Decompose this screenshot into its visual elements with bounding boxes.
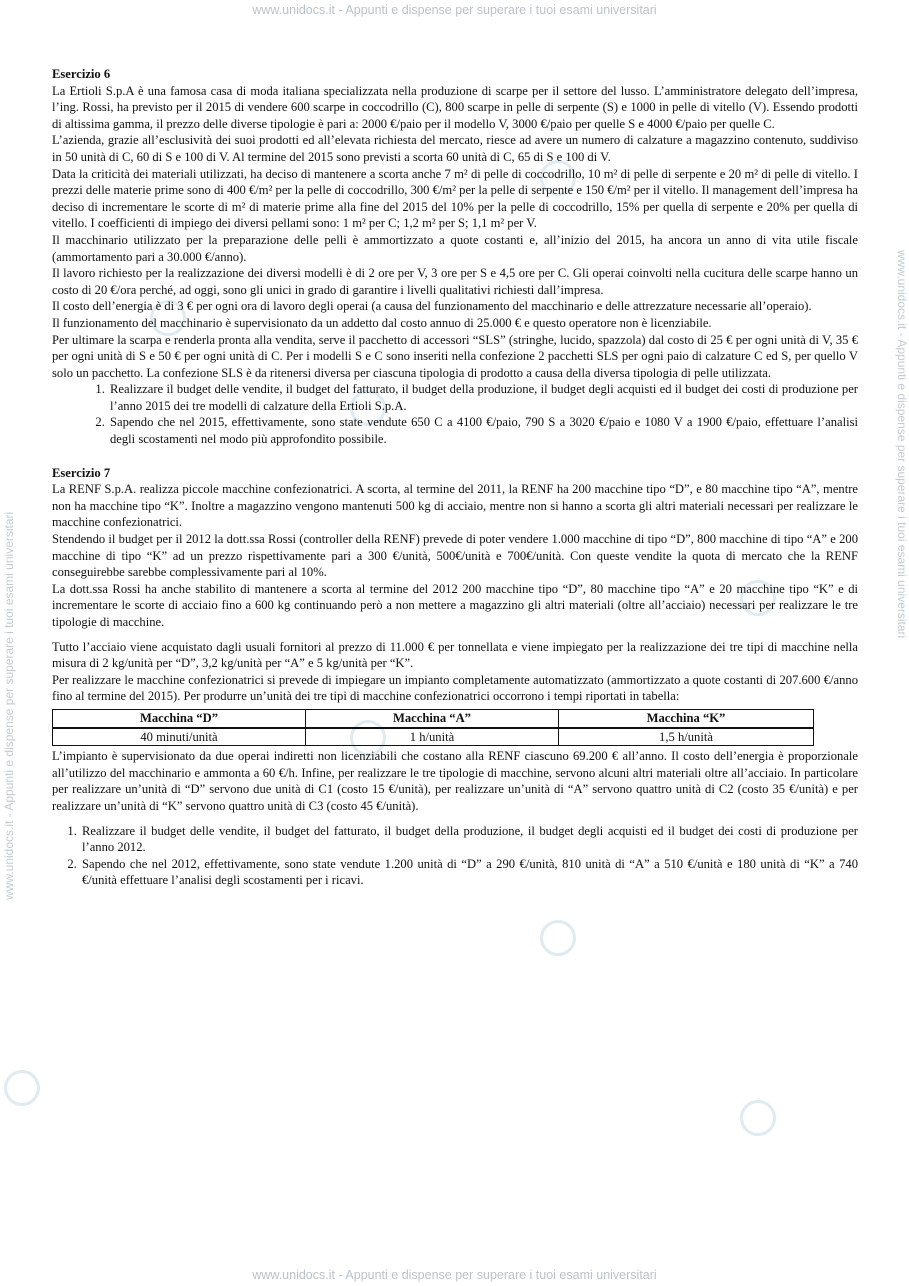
exercise-7-paragraph: La dott.ssa Rossi ha anche stabilito di mantenere a scorta al termine del 2012 200 macchine tipo “D”, 80 macchine tipo “A” e 20 macchine tipo “K” e di incrementare le scorte di acciaio fino a 600 kg continuando però a non mettere a magazzino gli altri materiali (oltre all’acciaio) necessari per realizzare le tre tipologie di macchine. [52, 581, 858, 629]
exercise-7-paragraph: La RENF S.p.A. realizza piccole macchine confezionatrici. A scorta, al termine del 2011, la RENF ha 200 macchine tipo “D”, e 80 macchine tipo “A”, mentre non ha macchine tipo “K”. Inoltre a magazzino vengono mantenuti 500 kg di acciaio, mentre non si hanno a scorta gli altri materiali necessari per realizzare le macchine confezionatrici. [52, 482, 858, 530]
table-header-cell: Macchina “K” [558, 709, 813, 727]
table-row [53, 728, 814, 746]
question-item: 1. Realizzare il budget delle vendite, il budget del fatturato, il budget della produzione, il budget degli acquisti ed il budget dei costi di produzione per l’anno 2012. [80, 823, 858, 856]
exercise-6-paragraph: Data la criticità dei materiali utilizzati, ha deciso di mantenere a scorta anche 7 m² di pelle di coccodrillo, 10 m² di pelle di serpente e 20 m² di pelle di vitello. I prezzi delle materie prime sono di 400 €/m² per la pelle di coccodrillo, 300 €/m² per la pelle di serpente e 150 €/m² per il vitello. Il management dell’impresa ha deciso di incrementare le scorte di m² di materie prime alla fine del 2015 del 10% per la pelle di coccodrillo, 15% per quella di serpente e 20% per quella di vitello. I coefficienti di impiego dei diversi pellami sono: 1 m² per C; 1,2 m² per S; 1,1 m² per V. [52, 166, 858, 231]
exercise-6-paragraph: La Ertioli S.p.A è una famosa casa di moda italiana specializzata nella produzione di scarpe per il settore del lusso. L’amministratore delegato dell’impresa, l’ing. Rossi, ha previsto per il 2015 di vendere 600 scarpe in coccodrillo (C), 800 scarpe in pelle di serpente (S) e 1000 in pelle di vitello (V). Essendo prodotti di altissima gamma, il prezzo delle diverse tipologie è pari a: 2000 €/paio per il modello V, 3000 €/paio per quelle S e 4000 €/paio per quelle C. [52, 83, 858, 131]
watermark-left-text: www.unidocs.it - Appunti e dispense per superare i tuoi esami universitari [2, 511, 16, 900]
exercise-6-paragraph: Il lavoro richiesto per la realizzazione dei diversi modelli è di 2 ore per V, 3 ore per S e 4,5 ore per C. Gli operai coinvolti nella cucitura delle scarpe hanno un costo di 20 €/ora perché, ad oggi, sono gli unici in grado di garantire i livelli qualitativi richiesti dall’impresa. [52, 266, 858, 297]
table-cell: 40 minuti/unità [53, 728, 306, 746]
exercise-7-questions [52, 823, 858, 889]
watermark-footer: www.unidocs.it - Appunti e dispense per superare i tuoi esami universitari [252, 1268, 657, 1282]
question-item: 1. Realizzare il budget delle vendite, il budget del fatturato, il budget della produzione, il budget degli acquisti ed il budget dei costi di produzione per l’anno 2015 dei tre modelli di calzature della Ertioli S.p.A. [108, 381, 858, 414]
exercise-7-title: Esercizio 7 [52, 465, 111, 480]
exercise-6-paragraph: Il costo dell’energia è di 3 € per ogni ora di lavoro degli operai (a causa del funzionamento del macchinario e delle attrezzature necessarie all’operaio). [52, 299, 812, 314]
exercise-7-paragraph: Tutto l’acciaio viene acquistato dagli usuali fornitori al prezzo di 11.000 € per tonnellata e viene impiegato per la realizzazione dei tre tipi di macchine nella misura di 2 kg/unità per “D”, 3,2 kg/unità per “A” e 5 kg/unità per “K”. [52, 639, 858, 671]
watermark-left [2, 250, 14, 900]
exercise-6-paragraph: Il funzionamento del macchinario è supervisionato da un addetto dal costo annuo di 25.000 € e questo operatore non è licenziabile. [52, 315, 712, 330]
exercise-6-questions [52, 381, 858, 447]
table-cell: 1 h/unità [305, 728, 558, 746]
document-body [52, 66, 858, 889]
exercise-7-paragraph: L’impianto è supervisionato da due operai indiretti non licenziabili che costano alla RENF ciascuno 69.200 € all’anno. Il costo dell’energia è proporzionale all’utilizzo del macchinario e ammonta a 60 €/h. Infine, per realizzare le tre tipologie di macchine, servono alcuni altri materiali oltre all’acciaio. In particolare per realizzare un’unità di “D” servono due unità di C1 (costo 15 €/unità), per realizzare un’unità di “A” servono quattro unità di C2 (costo 35 €/unità) e per realizzare un’unità di “K” servono quattro unità di C3 (costo 45 €/unità). [52, 749, 858, 813]
exercise-6-paragraph: Il macchinario utilizzato per la preparazione delle pelli è ammortizzato a quote costanti e, all’inizio del 2015, ha ancora un anno di vita utile fiscale (ammortamento pari a 30.000 €/anno). [52, 232, 858, 264]
watermark-header: www.unidocs.it - Appunti e dispense per superare i tuoi esami universitari [252, 3, 657, 17]
watermark-logo-icon [740, 1100, 776, 1136]
exercise-7-paragraph: Stendendo il budget per il 2012 la dott.ssa Rossi (controller della RENF) prevede di poter vendere 1.000 macchine di tipo “D”, 800 macchine di tipo “A” e 200 macchine di tipo “K” ad un prezzo rispettivamente pari a 300 €/unità, 500€/unità e 700€/unità. Con queste vendite la quota di mercato che la RENF conseguirebbe sarebbe complessivamente pari al 10%. [52, 532, 858, 580]
table-header-cell: Macchina “A” [305, 709, 558, 727]
watermark-logo-icon [4, 1070, 40, 1106]
exercise-7-paragraph: Per realizzare le macchine confezionatrici si prevede di impiegare un impianto completamente automatizzato (ammortizzato a quote costanti di 207.600 €/anno fino al termine del 2015). Per produrre un’unità dei tre tipi di macchine confezionatrici occorrono i tempi riportati in tabella: [52, 672, 858, 704]
machine-times-table [52, 709, 814, 746]
table-header-cell: Macchina “D” [53, 709, 306, 727]
table-header-row [53, 709, 814, 727]
question-item: 2. Sapendo che nel 2012, effettivamente, sono state vendute 1.200 unità di “D” a 290 €/unità, 810 unità di “A” a 510 €/unità e 180 unità di “K” a 740 €/unità effettuare l’analisi degli scostamenti per i ricavi. [80, 856, 858, 889]
exercise-6-paragraph: L’azienda, grazie all’esclusività dei suoi prodotti ed all’elevata richiesta del mercato, riesce ad avere un numero di calzature a magazzino contenuto, suddiviso in 50 unità di C, 60 di S e 100 di V. Al termine del 2015 sono previsti a scorta 60 unità di C, 65 di S e 100 di V. [52, 133, 858, 164]
exercise-6-title: Esercizio 6 [52, 67, 111, 81]
watermark-right-text: www.unidocs.it - Appunti e dispense per superare i tuoi esami universitari [895, 250, 909, 639]
watermark-right [895, 250, 907, 900]
exercise-6-paragraph: Per ultimare la scarpa e renderla pronta alla vendita, serve il pacchetto di accessori “SLS” (stringhe, lucido, spazzola) dal costo di 25 € per ogni unità di V, 35 € per ogni unità di S e 50 € per ogni unità di C. Per i modelli S e C sono inseriti nella confezione 2 pacchetti SLS per ogni paio di calzature C ed S, per quello V solo un pacchetto. La confezione SLS è da ritenersi diversa per ciascuna tipologia di prodotto a causa della diversa tipologia di pelle utilizzata. [52, 332, 858, 380]
table-cell: 1,5 h/unità [558, 728, 813, 746]
watermark-logo-icon [540, 920, 576, 956]
question-item: 2. Sapendo che nel 2015, effettivamente, sono state vendute 650 C a 4100 €/paio, 790 S a 3020 €/paio e 1080 V a 1900 €/paio, effettuare l’analisi degli scostamenti nel modo più approfondito possibile. [108, 414, 858, 447]
